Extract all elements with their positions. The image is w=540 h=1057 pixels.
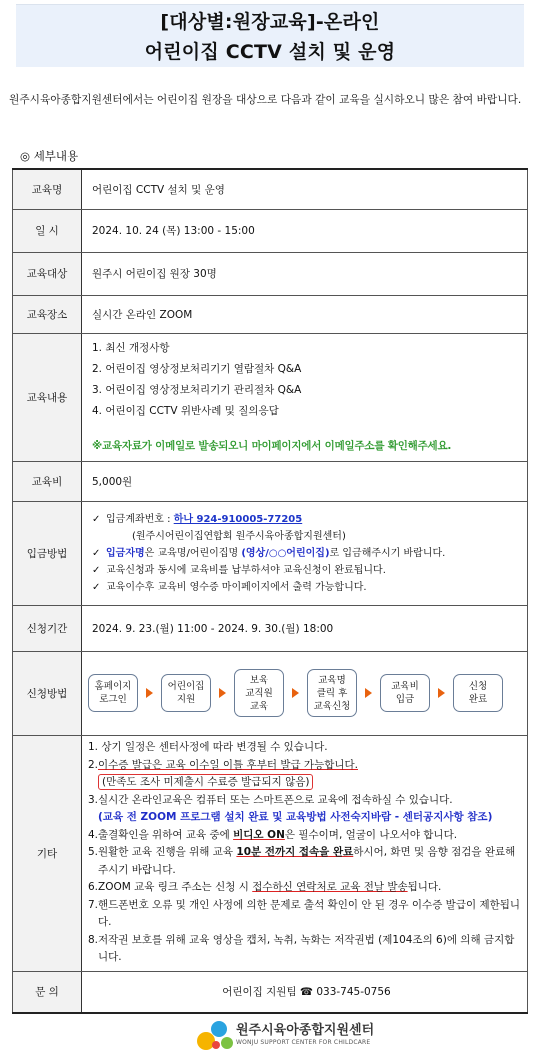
step-apply-course: 교육명 클릭 후 교육신청: [307, 669, 357, 717]
content-item: 3. 어린이집 영상정보처리기기 관리절차 Q&A: [92, 383, 302, 396]
step-staff-education: 보육 교직원 교육: [234, 669, 284, 717]
arrow-right-icon: [292, 688, 299, 698]
account-holder: (원주시어린이집연합회 원주시육아종합지원센터): [132, 530, 346, 542]
center-logo: [196, 1017, 375, 1053]
row-method: [13, 651, 528, 735]
value-method: [82, 651, 528, 735]
depositor-example: (영상/○○어린이집): [241, 547, 330, 559]
label-method: 신청방법: [13, 651, 82, 735]
row-target: [13, 252, 528, 295]
depositor-end: 로 입금해주시기 바랍니다.: [329, 547, 446, 559]
account-label: 입금계좌번호 :: [106, 513, 174, 525]
label-content: 교육내용: [13, 333, 82, 461]
etc-item-3-sub: (교육 전 ZOOM 프로그램 설치 완료 및 교육방법 사전숙지바람 - 센터공지사항 참조): [98, 811, 493, 824]
step-daycare-support: 어린이집 지원: [161, 674, 211, 712]
payment-line-4-text: 교육이수후 교육비 영수증 마이페이지에서 출력 가능합니다.: [106, 581, 367, 593]
etc-item-6: 6. ZOOM 교육 링크 주소는 신청 시 접수하신 연락처로 교육 전날 발송됩니다.: [88, 881, 442, 894]
intro-text: 원주시육아종합지원센터에서는 어린이집 원장을 대상으로 다음과 같이 교육을 실시하오니 많은 참여 바랍니다.: [9, 93, 522, 106]
title-line-1: [대상별:원장교육]-온라인: [160, 11, 380, 33]
logo-text: 원주시육아종합지원센터: [236, 1023, 375, 1038]
application-flow: [84, 669, 521, 717]
payment-line-3-text: 교육신청과 동시에 교육비를 납부하셔야 교육신청이 완료됩니다.: [106, 564, 386, 576]
step-login: 홈페이지 로그인: [88, 674, 138, 712]
etc-item-8: 8. 저작권 보호를 위해 교육 영상을 캡처, 녹취, 녹화는 저작권법 (제104조의 6)에 의해 금지합니다.: [88, 933, 515, 964]
arrow-right-icon: [438, 688, 445, 698]
label-target: 교육대상: [13, 252, 82, 295]
label-datetime: 일 시: [13, 209, 82, 252]
value-datetime: 2024. 10. 24 (목) 13:00 - 15:00: [82, 209, 528, 252]
value-etc: [82, 735, 528, 971]
depositor-label: 입금자명: [106, 547, 145, 559]
check-icon: ✓: [92, 547, 101, 559]
arrow-right-icon: [365, 688, 372, 698]
label-place: 교육장소: [13, 295, 82, 333]
details-table: [12, 168, 528, 1014]
title-line-2: 어린이집 CCTV 설치 및 운영: [144, 41, 396, 63]
content-item: 1. 최신 개정사항: [92, 341, 170, 354]
etc-item-4: 4. 출결확인을 위하여 교육 중에 비디오 ON은 필수이며, 얼굴이 나오서야 합니다.: [88, 828, 458, 841]
row-fee: [13, 461, 528, 501]
value-name: 어린이집 CCTV 설치 및 운영: [82, 169, 528, 209]
section-title: ◎ 세부내용: [20, 149, 79, 163]
label-period: 신청기간: [13, 605, 82, 651]
logo-mark-icon: [196, 1017, 236, 1053]
label-payment: 입금방법: [13, 501, 82, 605]
payment-account-line: [92, 511, 521, 528]
title-banner: [16, 4, 524, 67]
etc-item-5: 5. 원활한 교육 진행을 위해 교육 10분 전까지 접속을 완료하시어, 화면 및 음향 점검을 완료해 주시기 바랍니다.: [88, 846, 516, 876]
logo-subtext: WONJU SUPPORT CENTER FOR CHILDCARE: [236, 1039, 371, 1046]
value-payment: [82, 501, 528, 605]
row-name: [13, 169, 528, 209]
row-place: [13, 295, 528, 333]
payment-depositor-line: [92, 545, 521, 562]
check-icon: ✓: [92, 513, 101, 525]
value-content: [82, 333, 528, 461]
etc-item-1: 1. 상기 일정은 센터사정에 따라 변경될 수 있습니다.: [88, 741, 328, 754]
etc-item-2: 2. 이수증 발급은 교육 이수일 이틀 후부터 발급 가능합니다.: [88, 758, 358, 771]
payment-line-4: [92, 579, 521, 596]
content-item: 2. 어린이집 영상정보처리기기 열람절차 Q&A: [92, 362, 302, 375]
value-contact: 어린이집 지원팀 ☎ 033-745-0756: [82, 971, 528, 1013]
row-contact: [13, 971, 528, 1013]
etc-item-2-sub: (만족도 조사 미제출시 수료증 발급되지 않음): [88, 774, 523, 792]
row-datetime: [13, 209, 528, 252]
arrow-right-icon: [219, 688, 226, 698]
check-icon: ✓: [92, 564, 101, 576]
value-target: 원주시 어린이집 원장 30명: [82, 252, 528, 295]
label-etc: 기타: [13, 735, 82, 971]
check-icon: ✓: [92, 581, 101, 593]
row-payment: [13, 501, 528, 605]
arrow-right-icon: [146, 688, 153, 698]
label-contact: 문 의: [13, 971, 82, 1013]
step-complete: 신청 완료: [453, 674, 503, 712]
label-name: 교육명: [13, 169, 82, 209]
value-fee: 5,000원: [82, 461, 528, 501]
step-payment: 교육비 입금: [380, 674, 430, 712]
depositor-text: 은 교육명/어린이집명: [144, 547, 242, 559]
etc-item-7: 7. 핸드폰번호 오류 및 개인 사정에 의한 문제로 출석 확인이 안 된 경우 이수증 발급이 제한됩니다.: [88, 898, 521, 929]
row-etc: [13, 735, 528, 971]
account-number-link[interactable]: 하나 924-910005-77205: [173, 513, 303, 525]
row-content: [13, 333, 528, 461]
label-fee: 교육비: [13, 461, 82, 501]
content-item: 4. 어린이집 CCTV 위반사례 및 질의응답: [92, 404, 279, 417]
value-place: 실시간 온라인 ZOOM: [82, 295, 528, 333]
row-period: [13, 605, 528, 651]
content-note: ※교육자료가 이메일로 발송되오니 마이페이지에서 이메일주소를 확인해주세요.: [92, 439, 452, 452]
value-period: 2024. 9. 23.(월) 11:00 - 2024. 9. 30.(월) 18:00: [82, 605, 528, 651]
payment-line-3: [92, 562, 521, 579]
etc-item-3: 3. 실시간 온라인교육은 컴퓨터 또는 스마트폰으로 교육에 접속하실 수 있습니다.: [88, 793, 453, 806]
